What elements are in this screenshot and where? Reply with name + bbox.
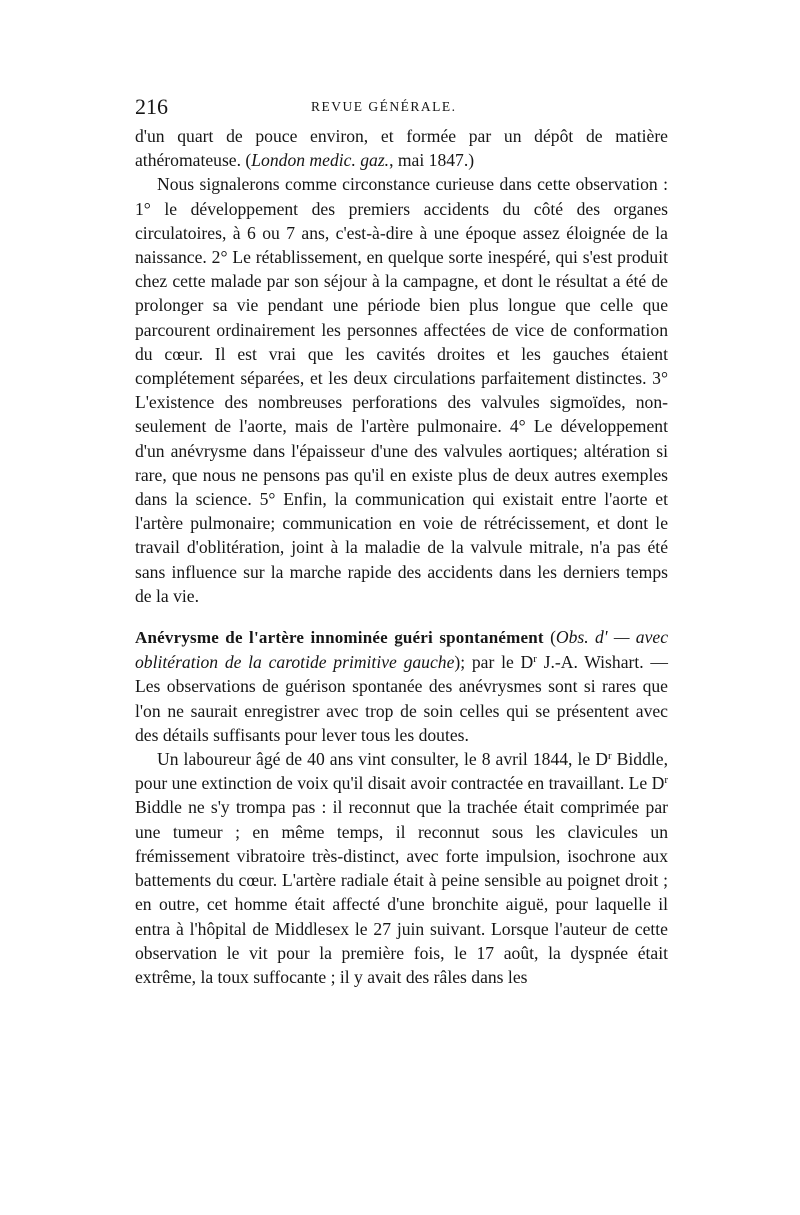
obs-close-paren: ); — [454, 652, 466, 673]
paragraph-text: d'un quart de pouce environ, et formée par un dépôt de matière athéromateuse. ( — [135, 126, 668, 171]
case-text-2: Biddle, pour une extinction de voix qu'il disait avoir contractée en travaillant. Le D — [135, 749, 668, 794]
citation-date: , mai 1847.) — [389, 150, 475, 171]
author-prefix: par le D — [465, 652, 534, 673]
page-header — [135, 94, 675, 124]
running-title: REVUE GÉNÉRALE. — [311, 99, 457, 114]
case-sup-2: r — [664, 774, 669, 787]
obs-open-paren: ( — [550, 627, 556, 648]
page-number: 216 — [135, 94, 168, 119]
citation: London medic. gaz. — [251, 150, 390, 171]
case-sup-1: r — [607, 750, 612, 763]
article-intro — [135, 625, 668, 747]
obs-note: Obs. d' — avec oblitération de la carotide primitive gauche — [135, 627, 669, 673]
author-title-sup: r — [533, 653, 537, 666]
paragraph-observations: Nous signalerons comme circonstance curieuse dans cette observation : 1° le développement des premiers accidents du côté des organes circulatoires, à 6 ou 7 ans, c'est-à-dire à une époque assez éloignée de la naissance. 2° Le rétablissement, en quelque sorte inespéré, qui s'est produit chez cette malade par son séjour à la campagne, et dont le résultat a été de prolonger sa vie pendant une période bien plus longue que celle que parcourent ordinairement les personnes affectées de vice de conformation du cœur. Il est vrai que les cavités droites et les gauches étaient complétement séparées, et les deux circulations parfaitement distinctes. 3° L'existence des nombreuses perforations des valvules sigmoïdes, non-seulement de l'aorte, mais de l'artère pulmonaire. 4° Le développement d'un anévrysme dans l'épaisseur d'une des valvules aortiques; altération si rare, que nous ne pensons pas qu'il en existe plus de deux autres exemples dans la science. 5° Enfin, la communication qui existait entre l'aorte et l'artère pulmonaire; communication en voie de rétrécissement, et dont le travail d'oblitération, joint à la maladie de la valvule mitrale, n'a pas été sans influence sur la marche rapide des accidents dans les derniers temps de la vie. — [135, 174, 668, 606]
case-text-1: Un laboureur âgé de 40 ans vint consulter, le 8 avril 1844, le D — [157, 749, 608, 770]
paragraph-continuation — [135, 124, 668, 172]
author-name: J.-A. Wishart. — [536, 652, 644, 673]
article-title: Anévrysme de l'artère innominée guéri spontanément — [135, 628, 544, 648]
case-text-3: Biddle ne s'y trompa pas : il reconnut que la trachée était comprimée par une tumeur ; en même temps, il reconnut sous les clavicules un frémissement vibratoire très-distinct, avec forte impulsion, isochrone aux battements du cœur. L'artère radiale était à peine sensible au poignet droit ; en outre, cet homme était affecté d'une bronchite aiguë, pour laquelle il entra à l'hôpital de Middlesex le 27 juin suivant. Lorsque l'auteur de cette observation le vit pour la première fois, le 17 août, la dyspnée était extrême, la toux suffocante ; il y avait des râles dans les — [135, 797, 668, 987]
paragraph-case — [135, 747, 668, 989]
page-body — [135, 124, 668, 989]
article-intro-text: — Les observations de guérison spontanée des anévrysmes sont si rares que l'on ne saurait enregistrer avec trop de soin celles qui se présentent avec des détails suffisants pour lever tous les doutes. — [135, 652, 668, 745]
